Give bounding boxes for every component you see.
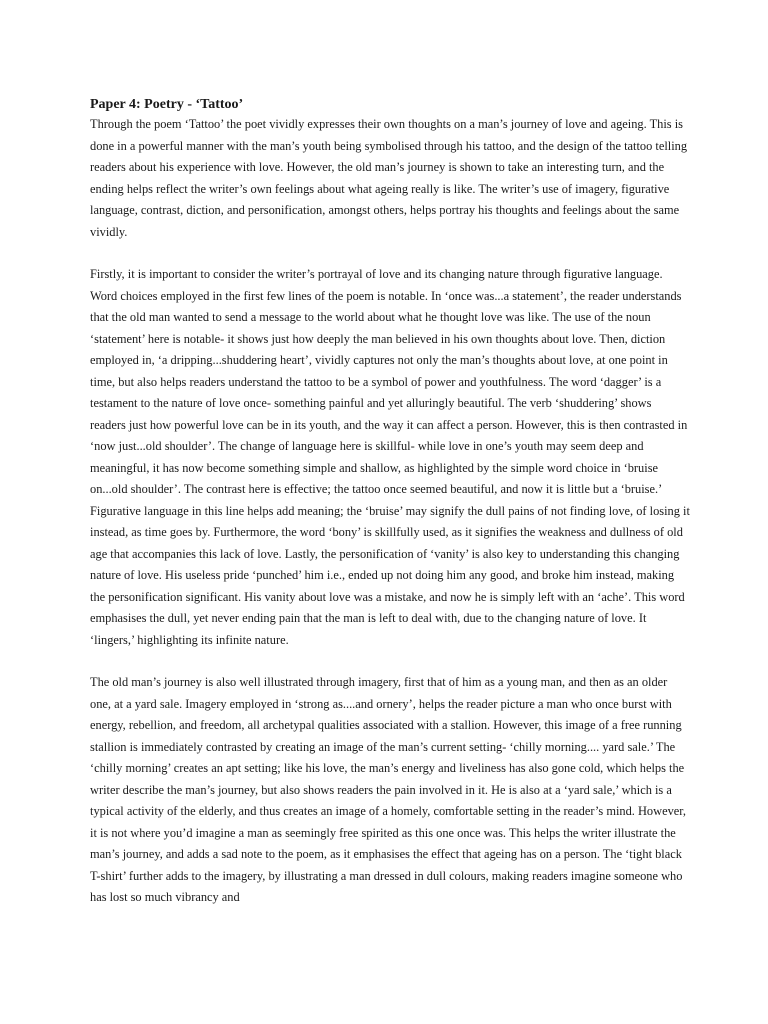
paragraph-love: Firstly, it is important to consider the writer’s portrayal of love and its changing nature through figurative language. Word choices employed in the first few lines of the poem is notable. In ‘once was...a statement’, the reader understands that the old man wanted to send a message to the world about what he thought love was like. The use of the noun ‘statement’ here is notable- it shows just how deeply the man believed in his own thoughts about love. Then, diction employed in, ‘a dripping...shuddering heart’, vividly captures not only the man’s thoughts about love, at one point in time, but also helps readers understand the tattoo to be a symbol of power and youthfulness. The word ‘dagger’ is a testament to the nature of love once- something painful and yet alluringly beautiful. The verb ‘shuddering’ shows readers just how powerful love can be in its youth, and the way it can affect a person. However, this is then contrasted in ‘now just...old shoulder’. The change of language here is skillful- while love in one’s youth may seem deep and meaningful, it has now become something simple and shallow, as highlighted by the simple word choice in ‘bruise on...old shoulder’. The contrast here is effective; the tattoo once seemed beautiful, and now it is little but a ‘bruise.’ Figurative language in this line helps add meaning; the ‘bruise’ may signify the dull pains of not finding love, of losing it instead, as time goes by. Furthermore, the word ‘bony’ is skillfully used, as it signifies the weakness and dullness of old age that accompanies this lack of love. Lastly, the personification of ‘vanity’ is also key to understanding this changing nature of love. His useless pride ‘punched’ him i.e., ended up not doing him any good, and broke him instead, making the personification significant. His vanity about love was a mistake, and now he is simply left with an ‘ache’. This word emphasises the dull, yet never ending pain that the man is left to deal with, due to the changing nature of love. It ‘lingers,’ highlighting its infinite nature.	[90, 267, 690, 647]
paragraph-intro: Through the poem ‘Tattoo’ the poet vividly expresses their own thoughts on a man’s journey of love and ageing. This is done in a powerful manner with the man’s youth being symbolised through his tattoo, and the design of the tattoo telling readers about his experience with love. However, the old man’s journey is shown to take an interesting turn, and the ending helps reflect the writer’s own feelings about what ageing really is like. The writer’s use of imagery, figurative language, contrast, diction, and personification, amongst others, helps portray his thoughts and feelings about the same vividly.	[90, 117, 688, 239]
paragraph-spacer	[90, 243, 690, 264]
paragraph-journey: The old man’s journey is also well illustrated through imagery, first that of him as a young man, and then as an older one, at a yard sale. Imagery employed in ‘strong as....and ornery’, helps the reader picture a man who once burst with energy, rebellion, and freedom, all archetypal qualities associated with a stallion. However, this image of a free running stallion is immediately contrasted by creating an image of the man’s current setting- ‘chilly morning.... yard sale.’ The ‘chilly morning’ creates an apt setting; like his love, the man’s energy and liveliness has also gone cold, which helps the writer describe the man’s journey, but also shows readers the pain involved in it. He is also at a ‘yard sale,’ which is a typical activity of the elderly, and thus creates an image of a homely, comfortable setting in the reader’s mind. However, it is not where you’d imagine a man as seemingly free spirited as this one once was. This helps the writer illustrate the man’s journey, and adds a sad note to the poem, as it emphasises the effect that ageing has on a person. The ‘tight black T-shirt’ further adds to the imagery, by illustrating a man dressed in dull colours, making readers imagine someone who has lost so much vibrancy and	[90, 675, 686, 904]
document-title: Paper 4: Poetry - ‘Tattoo’	[90, 97, 244, 112]
paragraph-spacer	[90, 651, 690, 672]
document-page	[90, 95, 690, 909]
